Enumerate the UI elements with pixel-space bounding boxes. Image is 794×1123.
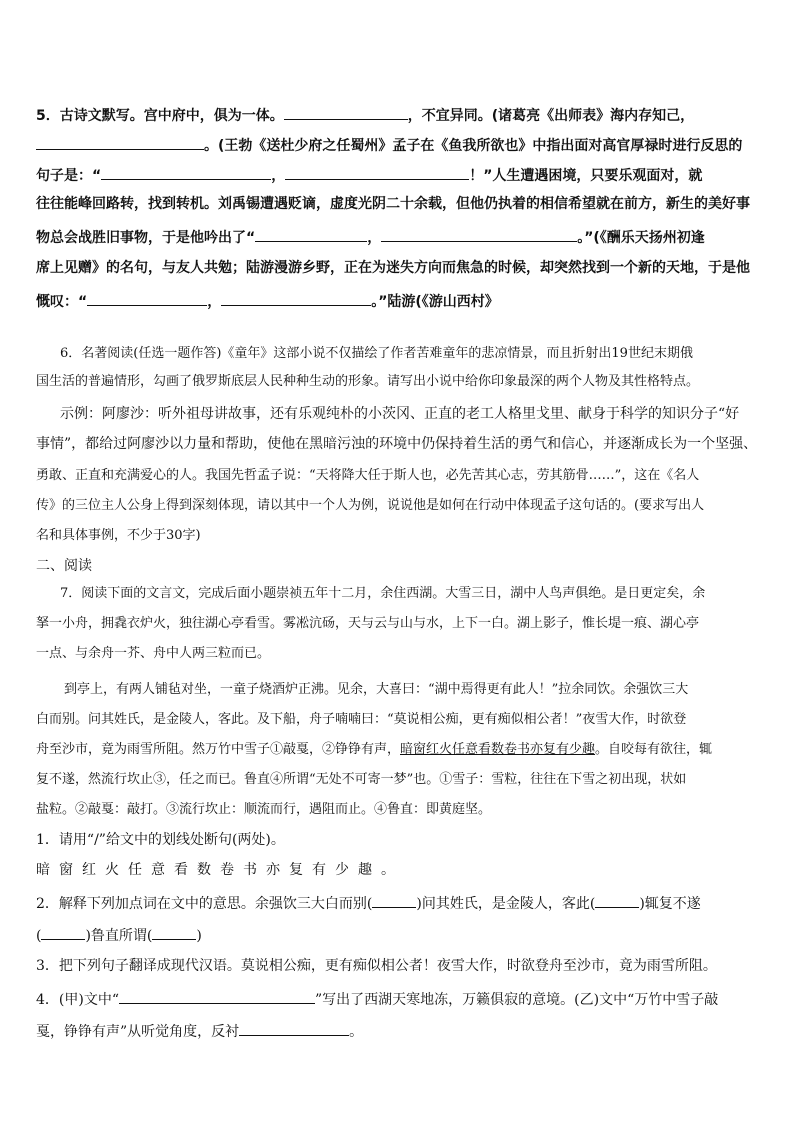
q6-line-7 — [36, 526, 758, 546]
section-heading — [36, 556, 758, 576]
punctuation-target-sentence[interactable]: 暗窗红火任意看数卷书亦复有少趣。 — [36, 862, 404, 878]
q6-line-4 — [36, 434, 758, 454]
q5-text: ， — [207, 294, 222, 310]
subq-text: )问其姓氏，是金陵人，客此( — [416, 896, 596, 912]
passage-text: 拏一小舟，拥毳衣炉火，独往湖心亭看雪。雾凇沆砀，天与云与山与水，上下一白。湖上影子，惟长堤一痕、湖心亭 — [36, 616, 700, 631]
passage-text: 白而别。问其姓氏，是金陵人，客此。及下船，舟子喃喃曰：“莫说相公痴，更有痴似相公者！”夜雪大作，时欲登 — [36, 712, 687, 727]
answer-blank[interactable] — [372, 892, 416, 908]
subq-text: )辄复不遂 — [639, 896, 701, 912]
q6-line-1 — [60, 344, 758, 364]
answer-blank[interactable] — [152, 924, 196, 940]
answer-blank[interactable] — [284, 104, 408, 120]
subq-text: 。 — [349, 1024, 364, 1040]
subq-text: 4．(甲)文中“ — [36, 992, 119, 1008]
answer-blank[interactable] — [119, 988, 315, 1004]
q7-line-2 — [36, 614, 758, 634]
passage-text: 。自咬每有欲往，辄 — [595, 742, 713, 757]
answer-blank[interactable] — [221, 290, 371, 306]
underlined-sentence: 暗窗红火任意看数卷书亦复有少趣 — [400, 742, 596, 757]
q6-text: 国生活的普遍情形，勾画了俄罗斯底层人民种种生动的形象。请写出小说中给你印象最深的两个人物及其性格特点。 — [36, 374, 700, 389]
q5-text: 5．古诗文默写。宫中府中，俱为一体。 — [36, 108, 284, 124]
q5-text: ，不宜异同。(诸葛亮《出师表》海内存知己， — [407, 108, 695, 124]
q6-line-5 — [36, 466, 758, 486]
answer-blank[interactable] — [239, 1020, 349, 1036]
subq-text: 戛，铮铮有声”从听觉角度，反衬 — [36, 1024, 240, 1040]
subq-text: 3．把下列句子翻译成现代汉语。莫说相公痴，更有痴似相公者！夜雪大作，时欲登舟至沙市，竟为雨雪所阻。 — [36, 958, 717, 974]
q7-line-4 — [64, 680, 758, 700]
subq-2 — [36, 892, 758, 914]
q5-text: ， — [271, 168, 286, 184]
passage-text: 到亭上，有两人铺毡对坐，一童子烧酒炉正沸。见余，大喜曰：“湖中焉得更有此人！”拉余同饮。余强饮三大 — [64, 682, 689, 697]
passage-text: 舟至沙市，竟为雨雪所阻。然万竹中雪子①敲戛，②铮铮有声， — [36, 742, 401, 757]
subq-1-sentence[interactable] — [36, 860, 758, 880]
q5-line-3 — [36, 164, 758, 186]
answer-blank[interactable] — [255, 226, 367, 242]
section-title: 二、阅读 — [36, 558, 92, 574]
q5-text: 物总会战胜旧事物，于是他吟出了“ — [36, 230, 256, 246]
subq-text: ) — [196, 928, 202, 944]
q6-line-2 — [36, 372, 758, 392]
subq-text: ”写出了西湖天寒地冻，万籁俱寂的意境。(乙)文中“万竹中雪子敲 — [315, 992, 719, 1008]
q5-line-4 — [36, 194, 758, 214]
q6-text: 勇敢、正直和充满爱心的人。我国先哲孟子说：“天将降大任于斯人也，必先苦其心志，劳其筋骨……”，这在《名人 — [36, 468, 700, 483]
subq-text: 2．解释下列加点词在文中的意思。余强饮三大白而别( — [36, 896, 373, 912]
q5-line-6 — [36, 258, 758, 278]
q5-text: 往往能峰回路转，找到转机。刘禹锡遭遇贬谪，虚度光阴二十余载，但他仍执着的相信希望就在前方，新生的美好事 — [36, 196, 750, 212]
q7-line-5 — [36, 710, 758, 730]
q5-text: 席上见赠》的名句，与友人共勉；陆游漫游乡野，正在为迷失方向而焦急的时候，却突然找到一个新的天地，于是他 — [36, 260, 750, 276]
q7-line-8 — [36, 800, 758, 820]
q6-text: 示例：阿廖沙：听外祖母讲故事，还有乐观纯朴的小茨冈、正直的老工人格里戈里、献身于科学的知识分子“好 — [60, 406, 740, 422]
subq-3 — [36, 956, 758, 976]
q7-line-6 — [36, 740, 758, 760]
answer-blank[interactable] — [87, 290, 207, 306]
subq-4-cont — [36, 1020, 758, 1042]
answer-blank[interactable] — [36, 134, 204, 150]
q6-text: 传》的三位主人公身上得到深刻体现，请以其中一个人为例，说说他是如何在行动中体现孟子这句话的。(要求写出人 — [36, 498, 705, 513]
q6-text: 事情”，都给过阿廖沙以力量和帮助，使他在黑暗污浊的环境中仍保持着生活的勇气和信心，并逐渐成长为一个坚强、 — [36, 436, 758, 452]
q6-line-6 — [36, 496, 758, 516]
q5-text: ， — [367, 230, 382, 246]
subq-1 — [36, 830, 758, 850]
q5-text: 句子是：“ — [36, 168, 102, 184]
q5-line-7 — [36, 290, 758, 312]
passage-text: 复不遂，然流行坎止③，任之而已。鲁直④所谓“无处不可寄一梦”也。①雪子：雪粒，往往在下雪之初出现，状如 — [36, 772, 687, 787]
q5-line-1 — [36, 104, 758, 126]
passage-text: 盐粒。②敲戛：敲打。③流行坎止：顺流而行，遇阻而止。④鲁直：即黄庭坚。 — [36, 802, 492, 817]
q7-line-1 — [60, 584, 758, 604]
subq-2-cont — [36, 924, 758, 946]
q5-line-5 — [36, 226, 758, 248]
q7-line-7 — [36, 770, 758, 790]
q5-text: ！”人生遭遇困境，只要乐观面对，就 — [469, 168, 703, 184]
subq-text: ( — [36, 928, 42, 944]
passage-text: 一点、与余舟一芥、舟中人两三粒而已。 — [36, 646, 271, 661]
passage-text: 7．阅读下面的文言文，完成后面小题崇祯五年十二月，余住西湖。大雪三日，湖中人鸟声俱绝。是日更定矣，余 — [60, 586, 706, 601]
subq-text: )鲁直所谓( — [85, 928, 153, 944]
q5-text: 。”(《酬乐天扬州初逢 — [577, 230, 705, 246]
q6-line-3 — [60, 404, 758, 424]
q5-line-2 — [36, 134, 758, 156]
answer-blank[interactable] — [285, 164, 469, 180]
answer-blank[interactable] — [595, 892, 639, 908]
subq-4 — [36, 988, 758, 1010]
q7-line-3 — [36, 644, 758, 664]
q6-text: 6．名著阅读(任选一题作答)《童年》这部小说不仅描绘了作者苦难童年的悲凉情景，而且折射出19世纪末期俄 — [60, 346, 693, 361]
q5-text: 。(王勃《送杜少府之任蜀州》孟子在《鱼我所欲也》中指出面对高官厚禄时进行反思的 — [204, 138, 743, 154]
subq-text: 1．请用“/”给文中的划线处断句(两处)。 — [36, 832, 285, 848]
q6-text: 名和具体事例，不少于30字) — [36, 528, 201, 543]
answer-blank[interactable] — [101, 164, 271, 180]
q5-text: 慨叹：“ — [36, 294, 88, 310]
q5-text: 。”陆游(《游山西村》 — [371, 294, 499, 310]
answer-blank[interactable] — [41, 924, 85, 940]
answer-blank[interactable] — [381, 226, 577, 242]
